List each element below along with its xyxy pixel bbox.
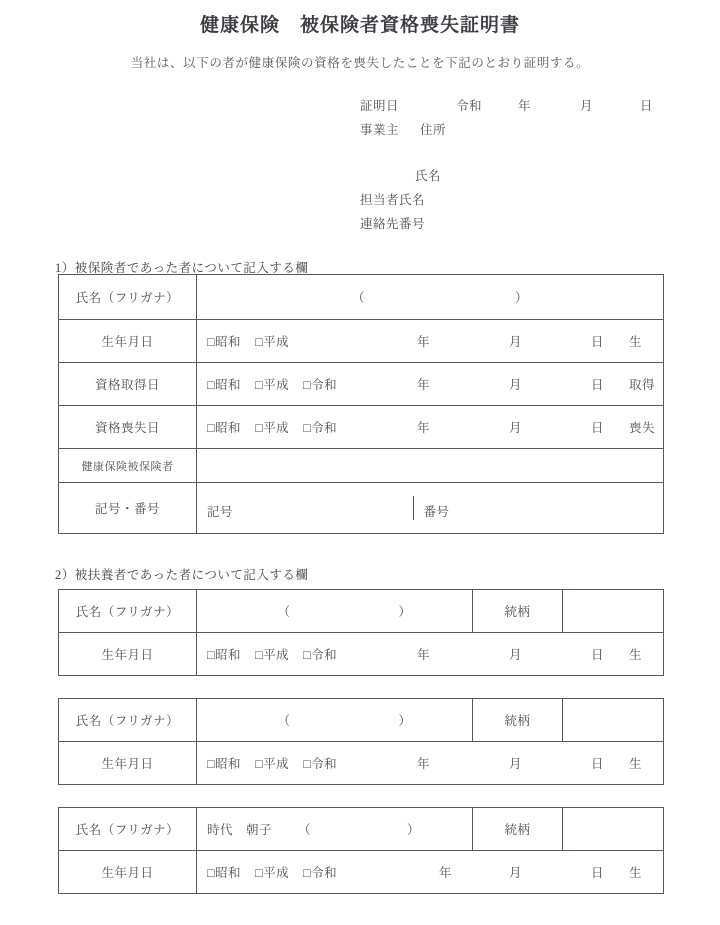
dependent2-month-unit: 月 [509,757,523,771]
era-checkbox-heisei[interactable]: □平成 [255,421,290,435]
insured-name-label: 氏名（フリガナ） [59,275,197,320]
dependent2-birth-cell[interactable] [197,742,664,785]
dependent3-birth-label: 生年月日 [59,851,197,894]
birthdate-day-unit: 日 [591,335,605,349]
symbol-subcell[interactable] [197,496,413,520]
insured-category-cell[interactable] [197,449,664,483]
certification-month-unit: 月 [580,99,594,113]
insured-birthdate-content [197,332,663,350]
table-row [59,483,664,534]
era-checkbox-reiwa[interactable]: □令和 [303,648,338,662]
paren-close: ） [398,714,412,728]
loss-year-unit: 年 [417,421,431,435]
table-row [59,406,664,449]
table-row [59,808,664,851]
issuer-block [360,100,653,242]
dependent3-year-unit: 年 [439,866,453,880]
certification-era-label: 令和 [456,99,483,113]
paren-open: （ [277,714,291,728]
era-checkbox-reiwa[interactable]: □令和 [303,421,338,435]
issuer-spacer [360,148,653,170]
dependent3-birth-cell[interactable] [197,851,664,894]
era-checkbox-reiwa[interactable]: □令和 [303,378,338,392]
era-checkbox-group [207,754,351,772]
table-row [59,449,664,483]
dependent-table-1 [58,589,664,676]
acquisition-month-unit: 月 [509,378,523,392]
table-row [59,851,664,894]
era-checkbox-group [207,863,351,881]
era-checkbox-showa[interactable]: □昭和 [207,757,242,771]
dependent3-relation-label: 統柄 [473,808,563,851]
era-checkbox-heisei[interactable]: □平成 [255,648,290,662]
contact-person-row [360,194,653,218]
era-checkbox-reiwa[interactable]: □令和 [303,757,338,771]
symbol-number-cell [197,483,664,534]
era-checkbox-group [207,418,351,436]
page-title: 健康保険 被保険者資格喪失証明書 [199,15,520,36]
insured-name-cell[interactable] [197,275,664,320]
loss-month-unit: 月 [509,421,523,435]
dependent3-month-unit: 月 [509,866,523,880]
dependent3-name-cell[interactable] [197,808,473,851]
dependent3-furigana [298,820,420,838]
loss-date-content [197,418,663,436]
employer-name-row [360,170,653,194]
certification-date-row [360,100,653,124]
employer-address-label: 住所 [420,123,447,137]
certification-year-unit: 年 [518,99,532,113]
dependent3-name-content [197,820,472,838]
number-label: 番号 [423,505,450,519]
employer-address-row [360,124,653,148]
contact-person-label: 担当者氏名 [360,193,426,207]
symbol-number-label: 記号・番号 [59,483,197,534]
dependent3-relation-cell[interactable] [563,808,664,851]
section1-heading: 1）被保険者であった者について記入する欄 [55,261,309,275]
dependent2-name-cell[interactable] [197,699,473,742]
paren-open: （ [277,605,291,619]
dependent1-month-unit: 月 [509,648,523,662]
section2-heading: 2）被扶養者であった者について記入する欄 [55,568,309,582]
loss-tail: 喪失 [629,421,656,435]
era-checkbox-showa[interactable]: □昭和 [207,378,242,392]
paren-close: ） [515,291,529,305]
paren-close: ） [398,605,412,619]
certification-day-unit: 日 [640,99,654,113]
loss-date-label: 資格喪失日 [59,406,197,449]
acquisition-date-content [197,375,663,393]
insured-person-table [58,274,664,534]
dependent1-relation-label: 統柄 [473,590,563,633]
era-checkbox-heisei[interactable]: □平成 [255,757,290,771]
dependent-table-2 [58,698,664,785]
dependent2-relation-cell[interactable] [563,699,664,742]
dependent1-day-unit: 日 [591,648,605,662]
era-checkbox-showa[interactable]: □昭和 [207,866,242,880]
dependent2-day-unit: 日 [591,757,605,771]
insured-name-furigana [352,288,528,306]
paren-close: ） [407,823,421,837]
era-checkbox-heisei[interactable]: □平成 [255,335,290,349]
employer-label: 事業主 [360,123,400,137]
dependent2-year-unit: 年 [417,757,431,771]
dependent1-name-label: 氏名（フリガナ） [59,590,197,633]
era-checkbox-showa[interactable]: □昭和 [207,335,242,349]
dependent1-birth-content [197,645,663,663]
acquisition-date-cell[interactable] [197,363,664,406]
dependent3-name-label: 氏名（フリガナ） [59,808,197,851]
table-row [59,275,664,320]
dependent2-name-content [197,711,472,729]
acquisition-year-unit: 年 [417,378,431,392]
dependent2-name-label: 氏名（フリガナ） [59,699,197,742]
acquisition-day-unit: 日 [591,378,605,392]
acquisition-date-label: 資格取得日 [59,363,197,406]
dependent3-day-unit: 日 [591,866,605,880]
dependent1-name-cell[interactable] [197,590,473,633]
table-row [59,363,664,406]
table-row [59,590,664,633]
birthdate-tail: 生 [629,335,643,349]
symbol-label: 記号 [207,505,234,519]
era-checkbox-group [207,645,351,663]
insured-birthdate-cell[interactable] [197,320,664,363]
dependent2-tail: 生 [629,757,643,771]
insured-category-label: 健康保険被保険者 [59,449,197,483]
table-row [59,320,664,363]
dependent-table-3 [58,807,664,894]
era-checkbox-showa[interactable]: □昭和 [207,648,242,662]
symbol-number-subtable [197,496,663,520]
paren-open: （ [351,291,365,305]
dependent1-tail: 生 [629,648,643,662]
table-row [197,496,663,520]
employer-name-label: 氏名 [415,169,442,183]
dependent2-furigana [277,711,411,729]
era-checkbox-group [207,332,303,350]
dependent3-birth-content [197,863,663,881]
insured-name-content [197,288,663,306]
table-row [59,742,664,785]
dependent1-year-unit: 年 [417,648,431,662]
document-subtitle: 当社は、以下の者が健康保険の資格を喪失したことを下記のとおり証明する。 [130,55,590,70]
dependent2-relation-label: 統柄 [473,699,563,742]
era-checkbox-group [207,375,351,393]
table-row [59,633,664,676]
era-checkbox-heisei[interactable]: □平成 [255,378,290,392]
era-checkbox-heisei[interactable]: □平成 [255,866,290,880]
dependent1-furigana [277,602,411,620]
dependent1-birth-cell[interactable] [197,633,664,676]
dependent3-tail: 生 [629,866,643,880]
acquisition-tail: 取得 [629,378,656,392]
birthdate-month-unit: 月 [509,335,523,349]
dependent3-name-value: 時代 朝子 [207,823,273,837]
paren-open: （ [298,823,312,837]
era-checkbox-reiwa[interactable]: □令和 [303,866,338,880]
contact-number-row [360,218,653,242]
certification-date-label: 証明日 [360,99,400,113]
dependent2-birth-label: 生年月日 [59,742,197,785]
dependent2-birth-content [197,754,663,772]
birthdate-year-unit: 年 [417,335,431,349]
loss-date-cell[interactable] [197,406,664,449]
dependent1-birth-label: 生年月日 [59,633,197,676]
loss-day-unit: 日 [591,421,605,435]
number-subcell[interactable] [413,496,663,520]
table-row [59,699,664,742]
era-checkbox-showa[interactable]: □昭和 [207,421,242,435]
insured-birthdate-label: 生年月日 [59,320,197,363]
dependent1-name-content [197,602,472,620]
contact-number-label: 連絡先番号 [360,217,426,231]
dependent1-relation-cell[interactable] [563,590,664,633]
